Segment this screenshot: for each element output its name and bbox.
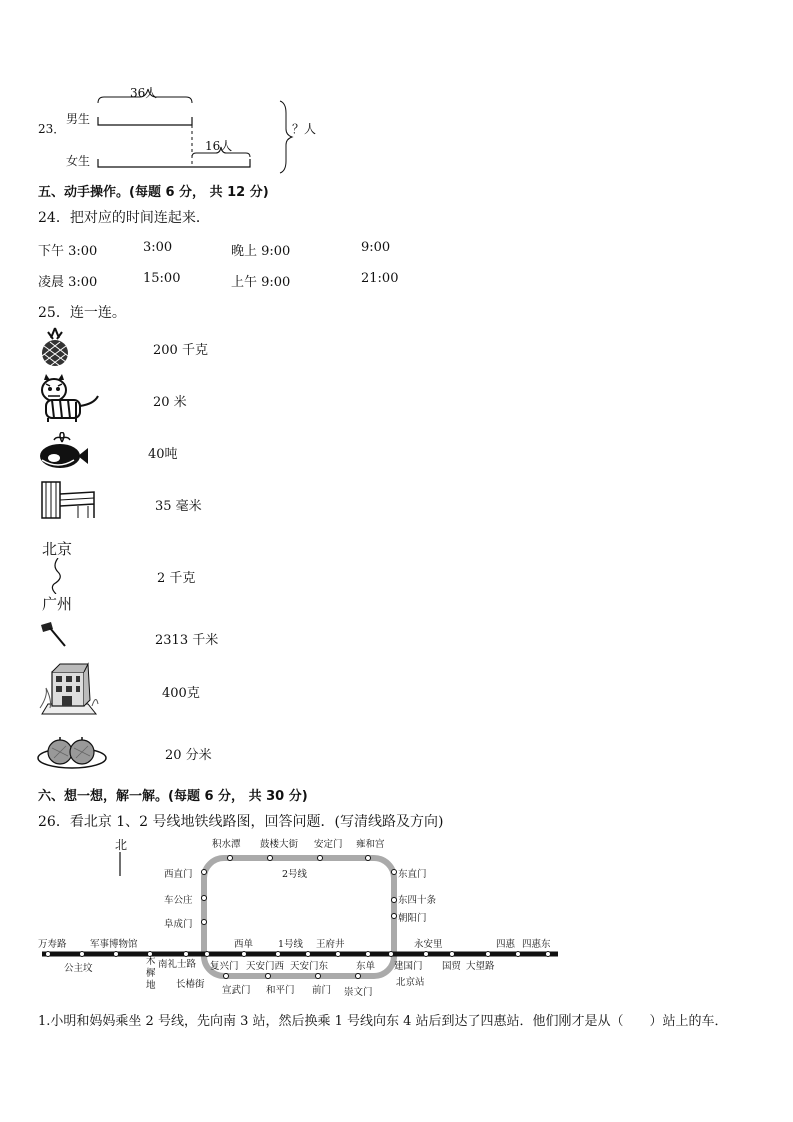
station-label: 东四十条 — [398, 895, 437, 906]
bed-icon — [38, 478, 98, 522]
line2-label: 2号线 — [282, 869, 308, 880]
unit-label: 35 毫米 — [155, 499, 202, 514]
station-label: 前门 — [312, 985, 332, 996]
station-label: 雍和宫 — [356, 839, 385, 850]
unit-label: 40吨 — [148, 447, 178, 462]
station-label: 长椿街 — [176, 979, 205, 990]
station-label: 永安里 — [414, 939, 443, 950]
segment-bars — [90, 85, 295, 175]
station-label: 阜成门 — [164, 919, 193, 930]
boys-label: 男生 — [66, 112, 91, 126]
q24-prompt: 24．把对应的时间连起来． — [38, 210, 210, 226]
station-label: 北京站 — [396, 977, 425, 988]
q25-prompt: 25．连一连。 — [38, 305, 126, 321]
line1-label: 1号线 — [278, 939, 304, 950]
time-item: 15:00 — [143, 271, 181, 286]
station-label: 南礼士路 — [158, 959, 197, 970]
whale-icon — [38, 432, 90, 470]
station-label: 万寿路 — [38, 939, 67, 950]
oranges-icon — [36, 730, 108, 770]
section6-heading: 六、想一想，解一解。(每题 6 分， 共 30 分) — [38, 789, 308, 804]
time-item: 9:00 — [361, 240, 391, 255]
station-label: 木樨地 — [146, 956, 156, 991]
station-label: 东单 — [356, 961, 376, 972]
station-label: 崇文门 — [344, 987, 373, 998]
time-item: 3:00 — [143, 240, 173, 255]
building-icon — [38, 660, 100, 716]
subway-lines — [38, 832, 558, 1000]
station-label: 车公庄 — [164, 895, 193, 906]
route-map-icon — [40, 538, 90, 614]
station-label: 建国门 — [394, 961, 423, 972]
unit-label: 20 米 — [153, 395, 187, 410]
unit-label: 20 分米 — [165, 748, 212, 763]
time-item: 晚上 9:00 — [231, 244, 291, 259]
total-label: ？人 — [292, 122, 317, 136]
unit-label: 400克 — [162, 686, 200, 701]
station-label: 四惠 — [496, 939, 516, 950]
route-line — [46, 558, 76, 594]
pineapple-icon — [38, 326, 72, 368]
unit-label: 200 千克 — [153, 343, 208, 358]
question-number: 23． — [38, 122, 66, 136]
station-label: 积水潭 — [212, 839, 241, 850]
unit-label: 2 千克 — [157, 571, 196, 586]
nail-icon — [38, 620, 68, 650]
time-item: 21:00 — [361, 271, 399, 286]
station-label: 天安门西 — [246, 961, 285, 972]
station-label: 和平门 — [266, 985, 295, 996]
station-label: 安定门 — [314, 839, 343, 850]
station-label: 西单 — [234, 939, 254, 950]
station-label: 复兴门 — [210, 961, 239, 972]
girls-label: 女生 — [66, 154, 91, 168]
section5-heading: 五、动手操作。(每题 6 分， 共 12 分) — [38, 185, 269, 200]
time-item: 凌晨 3:00 — [38, 275, 98, 290]
north-label: 北 — [115, 838, 128, 852]
sub-question-1: 1.小明和妈妈乘坐 2 号线，先向南 3 站，然后换乘 1 号线向东 4 站后到达了四惠站．他们刚才是从（ ）站上的车． — [38, 1014, 728, 1029]
station-label: 军事博物馆 — [90, 939, 138, 950]
city-label: 北京 — [42, 540, 73, 558]
time-item: 下午 3:00 — [38, 244, 98, 259]
subway-map — [38, 832, 558, 1000]
station-label: 东直门 — [398, 869, 427, 880]
station-label: 天安门东 — [290, 961, 329, 972]
station-label: 鼓楼大街 — [260, 839, 299, 850]
station-label: 西直门 — [164, 869, 193, 880]
diff-count-label: 16人 — [205, 139, 233, 153]
time-item: 上午 9:00 — [231, 275, 291, 290]
station-label: 国贸 — [442, 961, 462, 972]
boys-count-label: 36人 — [130, 86, 158, 100]
station-label: 大望路 — [466, 961, 495, 972]
city-label: 广州 — [42, 595, 73, 613]
station-label: 公主坟 — [64, 963, 93, 974]
station-label: 朝阳门 — [398, 913, 427, 924]
station-label: 宣武门 — [222, 985, 251, 996]
tiger-icon — [36, 374, 102, 424]
station-label: 四惠东 — [522, 939, 551, 950]
q26-prompt: 26．看北京 1、2 号线地铁线路图，回答问题．(写清线路及方向) — [38, 814, 444, 830]
station-label: 王府井 — [316, 939, 345, 950]
unit-label: 2313 千米 — [155, 633, 219, 648]
